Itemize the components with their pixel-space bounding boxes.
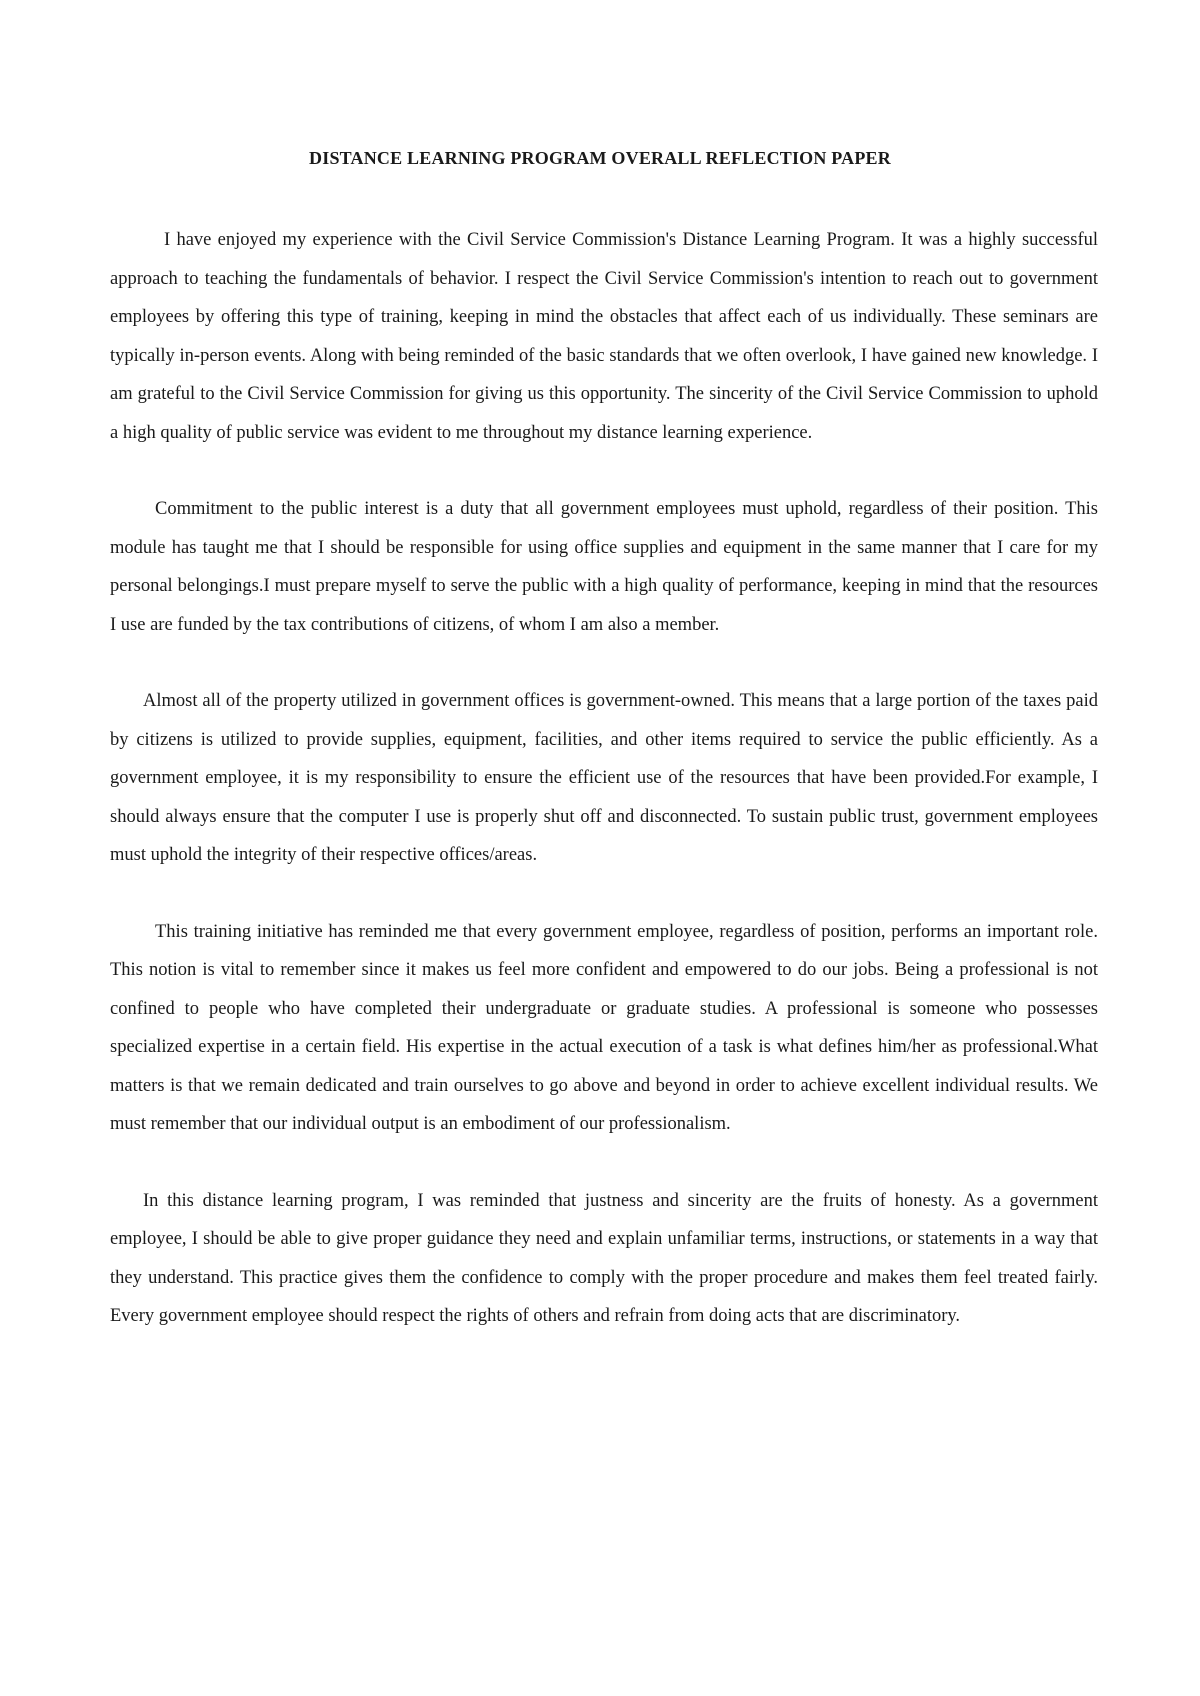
document-body: [110, 221, 1098, 1336]
paragraph-3: Almost all of the property utilized in government offices is government-owned. This means that a large portion of the taxes paid by citizens is utilized to provide supplies, equipment, facilities, and other items required to service the public efficiently. As a government employee, it is my responsibility to ensure the efficient use of the resources that have been provided.For example, I should always ensure that the computer I use is properly shut off and disconnected. To sustain public trust, government employees must uphold the integrity of their respective offices/areas.: [110, 691, 1098, 865]
paragraph-2: Commitment to the public interest is a duty that all government employees must uphold, regardless of their position. This module has taught me that I should be responsible for using office supplies and equipment in the same manner that I care for my personal belongings.I must prepare myself to serve the public with a high quality of performance, keeping in mind that the resources I use are funded by the tax contributions of citizens, of whom I am also a member.: [110, 499, 1098, 635]
paragraph-4: This training initiative has reminded me that every government employee, regardless of position, performs an important role. This notion is vital to remember since it makes us feel more confident and empowered to do our jobs. Being a professional is not confined to people who have completed their undergraduate or graduate studies. A professional is someone who possesses specialized expertise in a certain field. His expertise in the actual execution of a task is what defines him/her as professional.What matters is that we remain dedicated and train ourselves to go above and beyond in order to achieve excellent individual results. We must remember that our individual output is an embodiment of our professionalism.: [110, 921, 1098, 1134]
paragraph-5: In this distance learning program, I was reminded that justness and sincerity are the fruits of honesty. As a government employee, I should be able to give proper guidance they need and explain unfamiliar terms, instructions, or statements in a way that they understand. This practice gives them the confidence to comply with the proper procedure and makes them feel treated fairly. Every government employee should respect the rights of others and refrain from doing acts that are discriminatory.: [110, 1190, 1098, 1326]
page-title: DISTANCE LEARNING PROGRAM OVERALL REFLECTION PAPER: [309, 148, 891, 168]
paragraph-1: I have enjoyed my experience with the Civil Service Commission's Distance Learning Program. It was a highly successful approach to teaching the fundamentals of behavior. I respect the Civil Service Commission's intention to reach out to government employees by offering this type of training, keeping in mind the obstacles that affect each of us individually. These seminars are typically in-person events. Along with being reminded of the basic standards that we often overlook, I have gained new knowledge. I am grateful to the Civil Service Commission for giving us this opportunity. The sincerity of the Civil Service Commission to uphold a high quality of public service was evident to me throughout my distance learning experience.: [110, 230, 1098, 443]
